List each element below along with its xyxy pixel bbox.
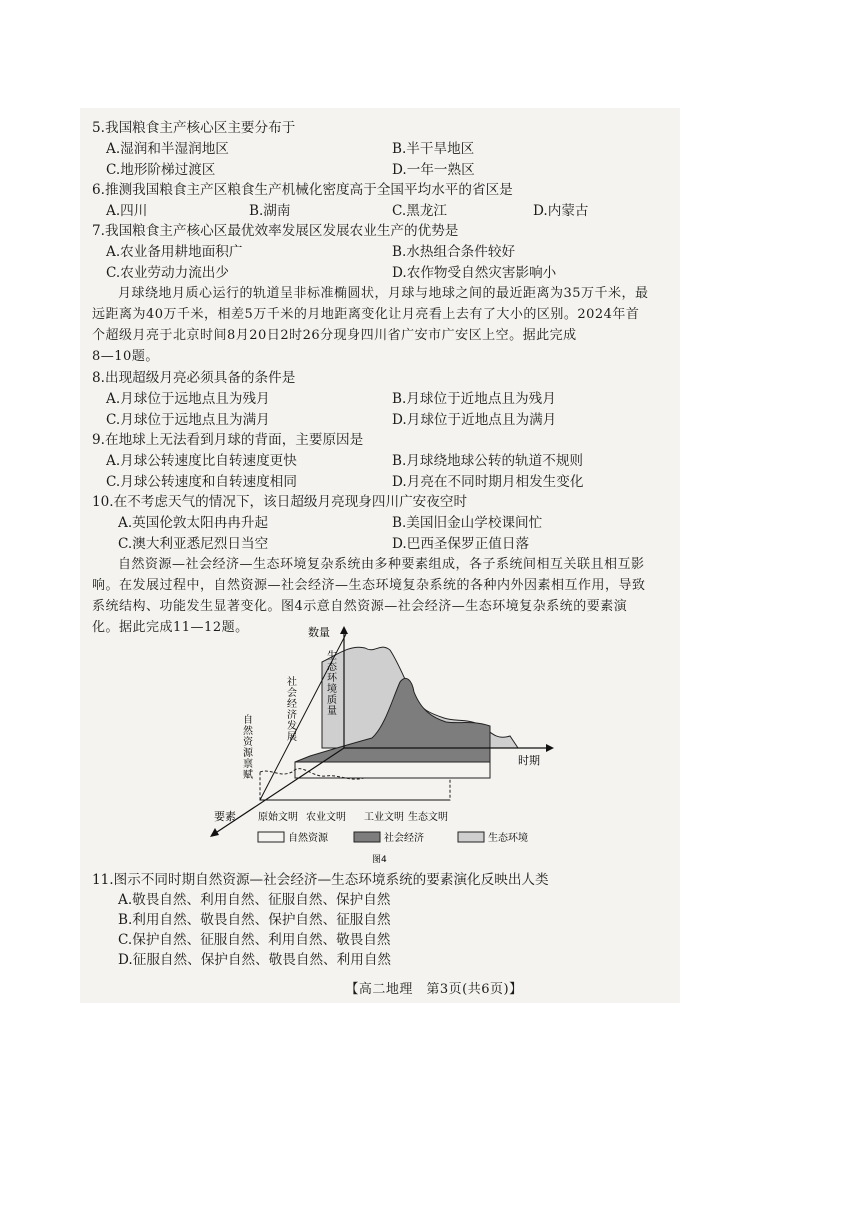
- question-8-stem: 8.出现超级月亮必须具备的条件是: [92, 370, 296, 386]
- question-6-option-b: B.湖南: [249, 203, 291, 219]
- question-7-option-b: B.水热组合条件较好: [392, 244, 516, 260]
- page-footer: 【高二地理 第3页(共6页)】: [345, 982, 523, 997]
- question-8-option-c: C.月球位于远地点且为满月: [106, 412, 270, 428]
- question-8-option-d: D.月球位于近地点且为满月: [392, 412, 557, 428]
- passage-1-line-2: 远距离为40万千米，相差5万千米的月地距离变化让月亮看上去有了大小的区别。2024年首: [92, 307, 640, 322]
- question-6-option-a: A.四川: [106, 203, 148, 219]
- question-5-option-c: C.地形阶梯过渡区: [106, 162, 216, 178]
- question-8-option-b: B.月球位于近地点且为残月: [392, 391, 556, 407]
- legend-ecological-swatch: [458, 832, 484, 842]
- period-axis-label: 时期: [518, 754, 540, 767]
- quantity-axis-arrow-icon: [340, 626, 348, 634]
- legend-social-swatch: [354, 832, 380, 842]
- figure-caption: 图4: [372, 855, 387, 865]
- era-primitive-label: 原始文明: [258, 812, 298, 823]
- question-9-option-a: A.月球公转速度比自转速度更快: [106, 453, 297, 469]
- question-7-option-d: D.农作物受自然灾害影响小: [392, 265, 557, 281]
- question-7-stem: 7.我国粮食主产核心区最优效率发展区发展农业生产的优势是: [92, 223, 459, 239]
- legend-social-label: 社会经济: [384, 833, 424, 844]
- figure-4: [200, 622, 560, 868]
- passage-2-line-3: 系统结构、功能发生显著变化。图4示意自然资源—社会经济—生态环境复杂系统的要素演: [92, 599, 628, 614]
- question-10-option-a: A.英国伦敦太阳冉冉升起: [118, 515, 269, 531]
- quantity-axis-label: 数量: [308, 626, 330, 639]
- legend-natural-label: 自然资源: [288, 833, 328, 844]
- element-axis-arrow-icon: [210, 828, 219, 837]
- question-9-option-d: D.月亮在不同时期月相发生变化: [392, 474, 584, 490]
- question-10-option-d: D.巴西圣保罗正值日落: [392, 536, 530, 552]
- question-10-option-b: B.美国旧金山学校课间忙: [392, 515, 543, 531]
- natural-endowment-label: 自然资源禀赋: [240, 714, 252, 780]
- question-5-option-a: A.湿润和半湿润地区: [106, 141, 229, 157]
- figure-4-diagram: [200, 622, 560, 868]
- question-11-option-a: A.敬畏自然、利用自然、征服自然、保护自然: [118, 892, 391, 908]
- era-agricultural-label: 农业文明: [306, 812, 346, 823]
- question-10-option-c: C.澳大利亚悉尼烈日当空: [118, 536, 269, 552]
- ecological-quality-label: 生态环境质量: [324, 650, 336, 716]
- legend-natural-swatch: [258, 832, 284, 842]
- question-5-stem: 5.我国粮食主产核心区主要分布于: [92, 120, 296, 136]
- passage-2-line-1: 自然资源—社会经济—生态环境复杂系统由多种要素组成，各子系统间相互关联且相互影: [118, 557, 645, 572]
- element-axis-label: 要素: [214, 810, 236, 823]
- passage-2-line-4: 化。据此完成11—12题。: [92, 620, 249, 635]
- question-7-option-a: A.农业备用耕地面积广: [106, 244, 243, 260]
- question-6-option-d: D.内蒙古: [533, 203, 589, 219]
- question-6-option-c: C.黑龙江: [392, 203, 448, 219]
- question-5-option-d: D.一年一熟区: [392, 162, 475, 178]
- question-7-option-c: C.农业劳动力流出少: [106, 265, 229, 281]
- question-8-option-a: A.月球位于远地点且为残月: [106, 391, 270, 407]
- question-9-option-b: B.月球绕地球公转的轨道不规则: [392, 453, 584, 469]
- question-5-option-b: B.半干旱地区: [392, 141, 475, 157]
- question-11-option-d: D.征服自然、保护自然、敬畏自然、利用自然: [118, 952, 392, 968]
- era-ecological-label: 生态文明: [408, 812, 448, 823]
- passage-1-line-1: 月球绕地月质心运行的轨道呈非标准椭圆状，月球与地球之间的最近距离为35万千米，最: [118, 286, 649, 301]
- passage-1-line-4: 8—10题。: [92, 349, 159, 364]
- question-11-option-b: B.利用自然、敬畏自然、保护自然、征服自然: [118, 912, 391, 928]
- question-10-stem: 10.在不考虑天气的情况下，该日超级月亮现身四川广安夜空时: [92, 494, 468, 510]
- question-9-stem: 9.在地球上无法看到月球的背面，主要原因是: [92, 432, 364, 448]
- passage-2-line-2: 响。在发展过程中，自然资源—社会经济—生态环境复杂系统的各种内外因素相互作用，导致: [92, 578, 646, 593]
- social-base-band: [295, 762, 490, 778]
- era-industrial-label: 工业文明: [364, 812, 404, 823]
- period-axis-arrow-icon: [546, 744, 554, 752]
- question-11-stem: 11.图示不同时期自然资源—社会经济—生态环境系统的要素演化反映出人类: [92, 872, 549, 888]
- legend-ecological-label: 生态环境: [488, 833, 528, 844]
- social-development-label: 社会经济发展: [284, 676, 296, 742]
- question-6-stem: 6.推测我国粮食主产区粮食生产机械化密度高于全国平均水平的省区是: [92, 182, 513, 198]
- question-9-option-c: C.月球公转速度和自转速度相同: [106, 474, 297, 490]
- question-11-option-c: C.保护自然、征服自然、利用自然、敬畏自然: [118, 932, 391, 948]
- passage-1-line-3: 个超级月亮于北京时间8月20日2时26分现身四川省广安市广安区上空。据此完成: [92, 328, 577, 343]
